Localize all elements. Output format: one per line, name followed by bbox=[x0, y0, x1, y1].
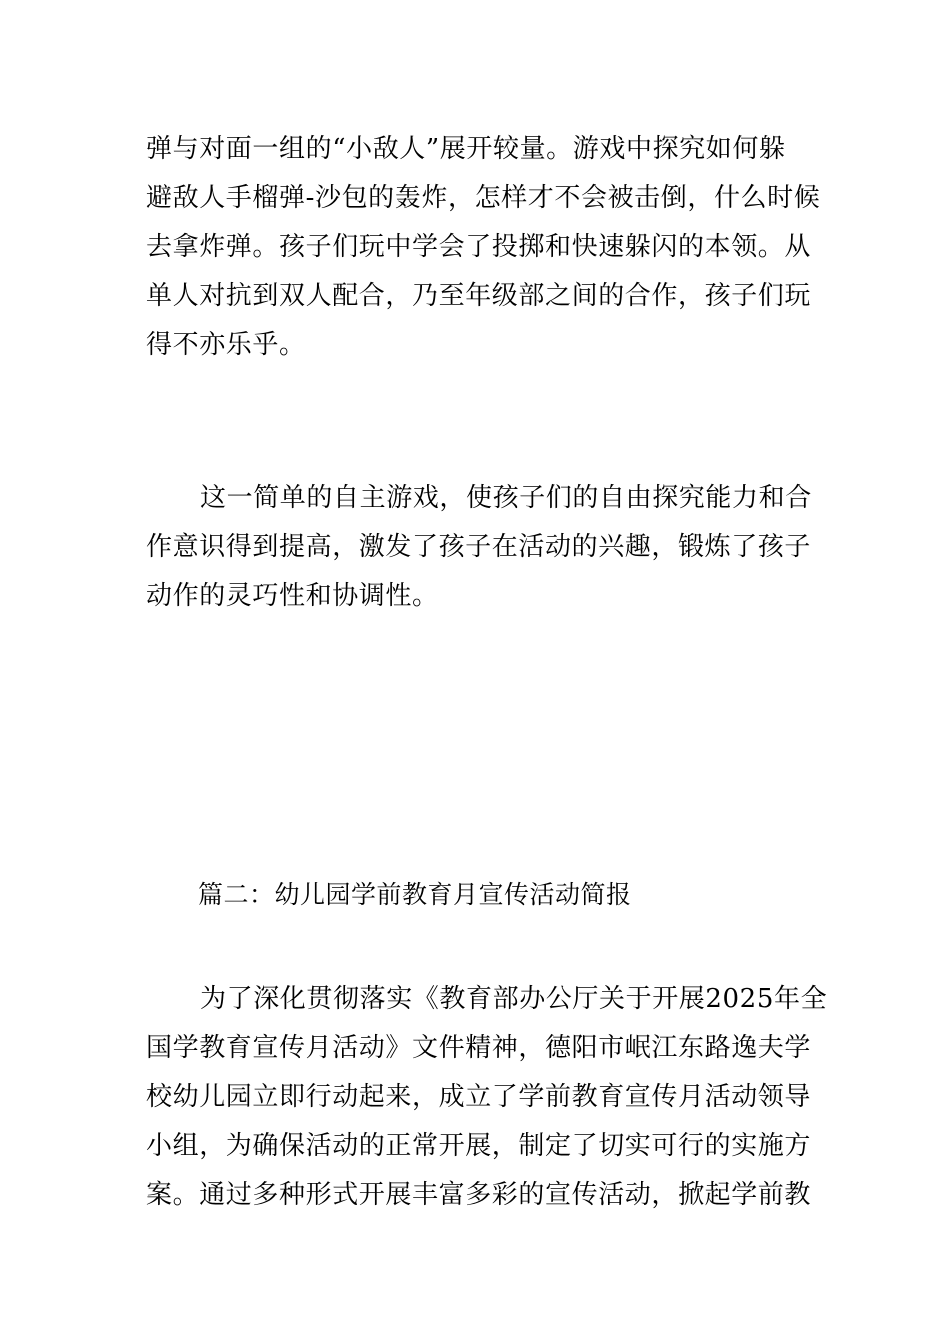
paragraph-line: 得不亦乐乎。 bbox=[146, 330, 306, 360]
section-heading: 篇二：幼儿园学前教育月宣传活动简报 bbox=[198, 880, 632, 909]
paragraph-line: 弹与对面一组的“小敌人”展开较量。游戏中探究如何躲 bbox=[146, 134, 786, 164]
paragraph-line: 案。通过多种形式开展丰富多彩的宣传活动，掀起学前教 bbox=[146, 1180, 812, 1210]
paragraph-line: 国学教育宣传月活动》文件精神，德阳市岷江东路逸夫学 bbox=[146, 1033, 812, 1063]
paragraph-line: 校幼儿园立即行动起来，成立了学前教育宣传月活动领导 bbox=[146, 1082, 812, 1112]
paragraph-line: 为了深化贯彻落实《教育部办公厅关于开展2025年全 bbox=[200, 984, 828, 1014]
paragraph-line: 动作的灵巧性和协调性。 bbox=[146, 581, 439, 611]
paragraph-line: 单人对抗到双人配合，乃至年级部之间的合作，孩子们玩 bbox=[146, 281, 812, 311]
paragraph-line: 这一简单的自主游戏，使孩子们的自由探究能力和合 bbox=[200, 483, 812, 513]
paragraph-continuation bbox=[146, 125, 821, 370]
paragraph-line: 作意识得到提高，激发了孩子在活动的兴趣，锻炼了孩子 bbox=[146, 532, 812, 562]
paragraph-line: 小组，为确保活动的正常开展，制定了切实可行的实施方 bbox=[146, 1131, 812, 1161]
paragraph-summary bbox=[146, 474, 810, 621]
paragraph-line: 去拿炸弹。孩子们玩中学会了投掷和快速躲闪的本领。从 bbox=[146, 232, 812, 262]
paragraph-line: 避敌人手榴弹-沙包的轰炸，怎样才不会被击倒，什么时候 bbox=[146, 183, 821, 213]
paragraph-intro bbox=[146, 975, 828, 1220]
